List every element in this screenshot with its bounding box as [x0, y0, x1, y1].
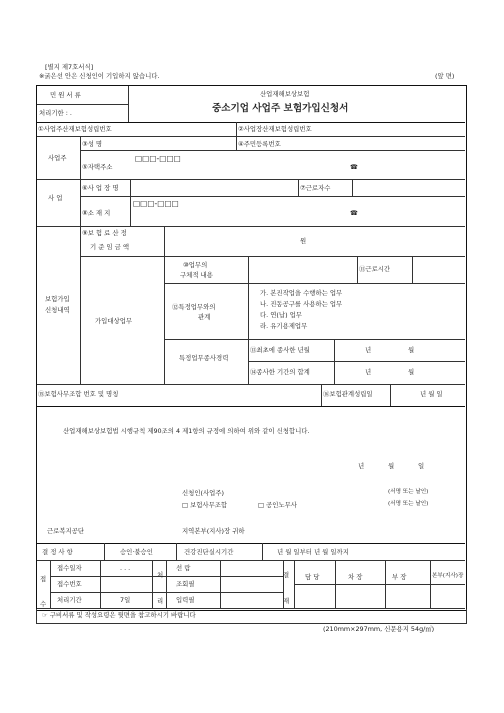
- branch-addressee: 지역본부(지사)장 귀하: [182, 527, 245, 535]
- field-15-label: ⑮보험사무조합 번호 및 명칭: [38, 390, 119, 398]
- receipt-date-value: . . .: [120, 564, 131, 572]
- divider: [390, 384, 391, 406]
- checkup-period-value: 년 월 일부터 년 월 일까지: [277, 548, 349, 556]
- option-c: 다. 연(납) 업무: [260, 311, 302, 319]
- field-7-label: ⑦근로자수: [300, 184, 331, 192]
- field-1-label: ①사업주산재보험성립번호: [38, 125, 112, 133]
- field-12-label-a: ⑫특정업무와의: [172, 303, 216, 311]
- divider: [176, 543, 177, 560]
- divider: [50, 560, 51, 608]
- civil-document-label: 민 원 서 류: [50, 91, 81, 99]
- page-side: (앞 면): [435, 72, 455, 80]
- divider: [412, 256, 413, 283]
- signature-note-2: (서명 또는 날인): [388, 501, 429, 507]
- divider: [248, 361, 465, 362]
- decl-year: 년: [358, 462, 365, 470]
- first-year-unit: 년: [365, 346, 372, 354]
- divider: [248, 256, 249, 384]
- receipt-date-label: 접수일자: [57, 564, 82, 572]
- divider: [37, 179, 465, 180]
- processing-term-label: 처리기간: [57, 596, 82, 604]
- receipt-char-1: 접: [40, 575, 47, 583]
- decl-day: 일: [418, 462, 425, 470]
- divider: [80, 196, 465, 197]
- form-title: 중소기업 사업주 보험가입신청서: [212, 103, 349, 114]
- first-month-unit: 월: [408, 346, 415, 354]
- total-month-unit: 월: [408, 368, 415, 376]
- labor-attorney-checkbox[interactable]: □ 공인노무사: [258, 501, 297, 509]
- divider: [164, 283, 465, 284]
- process-char-2: 리: [157, 597, 164, 605]
- form-number: [별지 제7호서식]: [45, 63, 94, 71]
- decl-month: 월: [388, 462, 395, 470]
- approver-staff: 담 당: [305, 573, 320, 581]
- career-label: 특정업무종사경력: [179, 354, 229, 362]
- checkup-period-label: 건강진단실시기간: [184, 548, 234, 556]
- law-name: 산업재해보상보험: [260, 90, 310, 98]
- option-d: 라. 유기용제업무: [260, 322, 308, 330]
- divider: [236, 122, 237, 136]
- field-9-label-a: ⑨보 험 료 산 정: [82, 229, 127, 237]
- divider: [152, 560, 153, 608]
- divider: [294, 584, 465, 585]
- divider: [37, 406, 465, 407]
- established-date: 년 월 일: [420, 390, 443, 398]
- field-11-label: ⑪근로시간: [359, 265, 391, 273]
- zip-boxes: □□□-□□□: [135, 154, 181, 163]
- footer-note: ☞ 구비서류 및 작성요령은 뒷면을 참고하시기 바랍니다: [42, 611, 196, 619]
- paper-spec: (210mm×297mm, 신문용지 54g/㎡): [323, 625, 435, 633]
- approver-head: 본부(지사)장: [432, 573, 464, 579]
- divider: [164, 226, 165, 384]
- divider: [130, 179, 131, 226]
- divider: [37, 226, 465, 227]
- divider: [37, 104, 128, 105]
- field-5-label: ⑤자택주소: [82, 163, 113, 171]
- phone-icon: ☎: [350, 163, 358, 171]
- divider: [321, 384, 322, 406]
- divider: [128, 86, 129, 122]
- notice: ※굵은선 안은 신청인이 기입하지 않습니다.: [39, 72, 160, 80]
- divider: [100, 560, 101, 608]
- won-unit: 원: [300, 237, 307, 245]
- approval-char-2: 재: [283, 597, 290, 605]
- agency-name: 근로복지공단: [47, 527, 85, 535]
- divider: [164, 339, 465, 340]
- field-14-label: ⑭종사한 기간의 합계: [250, 368, 310, 376]
- decision-label: 결 정 사 항: [42, 548, 73, 556]
- insurance-label-1: 보험가입: [45, 295, 70, 303]
- declaration-text: 산업재해보상보험법 시행규칙 제90조의 4 제1항의 규정에 의하여 위와 같이 신청합니다.: [63, 427, 310, 435]
- divider: [298, 179, 299, 196]
- divider: [357, 256, 358, 283]
- divider: [80, 150, 465, 151]
- insurance-label-2: 신청내역: [45, 306, 70, 314]
- divider: [80, 226, 81, 384]
- zip-boxes-2: □□□-□□□: [133, 199, 179, 208]
- divider: [80, 256, 465, 257]
- field-10-label-a: ⑩업무의: [183, 261, 208, 269]
- signature-note-1: (서명 또는 날인): [388, 489, 429, 495]
- inquiry-label: 조회필: [176, 580, 195, 588]
- divider: [262, 543, 263, 560]
- divider: [352, 179, 353, 196]
- divider: [166, 560, 167, 608]
- divider: [37, 384, 465, 385]
- approval-label: 승인·불승인: [120, 548, 153, 556]
- target-work-label: 가입대상업무: [95, 317, 133, 325]
- input-label: 입력필: [176, 596, 195, 604]
- approver-manager: 부 장: [392, 573, 407, 581]
- insurance-union-checkbox[interactable]: □ 보험사무조합: [182, 501, 228, 509]
- phone-icon-2: ☎: [350, 209, 358, 217]
- divider: [37, 543, 465, 544]
- divider: [37, 560, 465, 561]
- field-9-label-b: 기 준 임 금 액: [90, 243, 129, 251]
- receipt-no-label: 접수번호: [57, 580, 82, 588]
- field-3-label: ③성 명: [82, 140, 103, 148]
- field-8-label: ⑧소 재 지: [82, 209, 111, 217]
- field-13-label: ⑬최초에 종사한 년월: [250, 346, 310, 354]
- processing-term-value: 7일: [120, 596, 131, 604]
- option-a: 가. 본진작업을 수행하는 업무: [260, 289, 343, 297]
- owner-label: 사업주: [48, 154, 67, 162]
- divider: [37, 122, 465, 123]
- receipt-char-2: 수: [40, 600, 47, 608]
- divider: [104, 543, 105, 560]
- divider: [37, 136, 465, 137]
- divider: [236, 136, 237, 150]
- approver-deputy: 차 장: [348, 573, 363, 581]
- approval-char-1: 결: [283, 571, 290, 579]
- field-6-label: ⑥사 업 장 명: [82, 184, 119, 192]
- field-12-label-b: 관계: [198, 313, 211, 321]
- divider: [220, 560, 221, 608]
- view-label: 선 람: [176, 564, 191, 572]
- total-year-unit: 년: [365, 368, 372, 376]
- option-b: 나. 진동공구를 사용하는 업무: [260, 300, 343, 308]
- deadline-label: 처리기한 : .: [39, 109, 72, 117]
- process-char-1: 처: [157, 571, 164, 579]
- applicant-label: 신청인(사업주): [182, 489, 225, 497]
- field-4-label: ④주민등록번호: [238, 140, 281, 148]
- field-10-label-b: 구체적 내용: [180, 271, 213, 279]
- field-16-label: ⑯보험관계성립일: [323, 390, 373, 398]
- business-label: 사 업: [48, 194, 63, 202]
- field-2-label: ②사업장산재보험성립번호: [238, 125, 312, 133]
